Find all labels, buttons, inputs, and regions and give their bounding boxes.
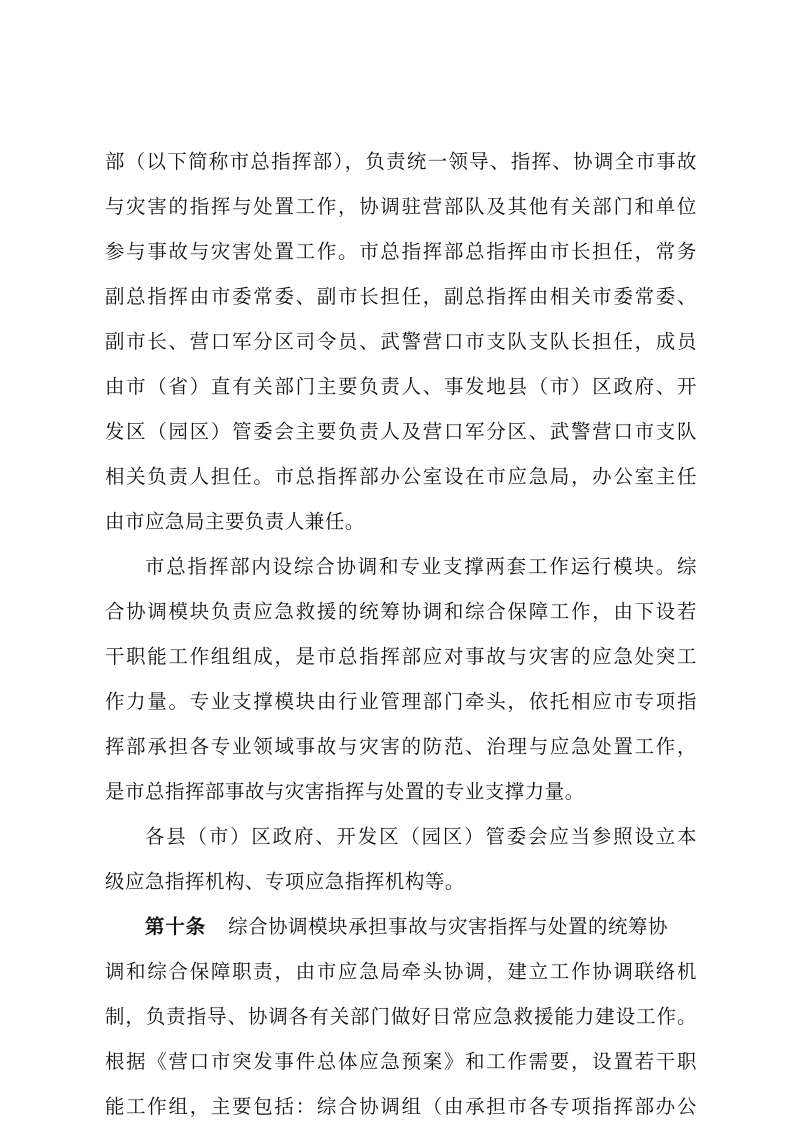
text-line: 部（以下简称市总指挥部），负责统一领导、指挥、协调全市事故: [105, 150, 697, 173]
text-line: 副市长、营口军分区司令员、武警营口市支队支队长担任，成员: [105, 330, 697, 353]
text-line: 能工作组，主要包括：综合协调组（由承担市各专项指挥部办公: [105, 1095, 697, 1118]
text-line: 合协调模块负责应急救援的统筹协调和综合保障工作，由下设若: [105, 600, 697, 623]
paragraph-first-line: 市总指挥部内设综合协调和专业支撑两套工作运行模块。综: [145, 555, 697, 578]
paragraph-first-line: 各县（市）区政府、开发区（园区）管委会应当参照设立本: [145, 825, 697, 848]
text-line: 干职能工作组组成，是市总指挥部应对事故与灾害的应急处突工: [105, 645, 697, 668]
text-line: 副总指挥由市委常委、副市长担任，副总指挥由相关市委常委、: [105, 285, 697, 308]
text-line: 级应急指挥机构、专项应急指挥机构等。: [105, 870, 465, 893]
article-heading: 第十条: [145, 915, 207, 938]
text-line: 调和综合保障职责，由市应急局牵头协调，建立工作协调联络机: [105, 960, 697, 983]
text-line: 发区（园区）管委会主要负责人及营口军分区、武警营口市支队: [105, 420, 697, 443]
text-line: 根据《营口市突发事件总体应急预案》和工作需要，设置若干职: [105, 1050, 697, 1073]
text-line: 与灾害的指挥与处置工作，协调驻营部队及其他有关部门和单位: [105, 195, 697, 218]
text-line: 是市总指挥部事故与灾害指挥与处置的专业支撑力量。: [105, 780, 585, 803]
text-line: 制，负责指导、协调各有关部门做好日常应急救援能力建设工作。: [105, 1005, 697, 1028]
text-line: 参与事故与灾害处置工作。市总指挥部总指挥由市长担任，常务: [105, 240, 697, 263]
text-line: 挥部承担各专业领域事故与灾害的防范、治理与应急处置工作，: [105, 735, 697, 758]
text-line: 由市应急局主要负责人兼任。: [105, 510, 365, 533]
text-line: 相关负责人担任。市总指挥部办公室设在市应急局，办公室主任: [105, 465, 697, 488]
article-text: 综合协调模块承担事故与灾害指挥与处置的统筹协: [228, 915, 668, 938]
article-first-line: [145, 913, 697, 941]
text-line: 作力量。专业支撑模块由行业管理部门牵头，依托相应市专项指: [105, 690, 697, 713]
text-line: 由市（省）直有关部门主要负责人、事发地县（市）区政府、开: [105, 375, 697, 398]
